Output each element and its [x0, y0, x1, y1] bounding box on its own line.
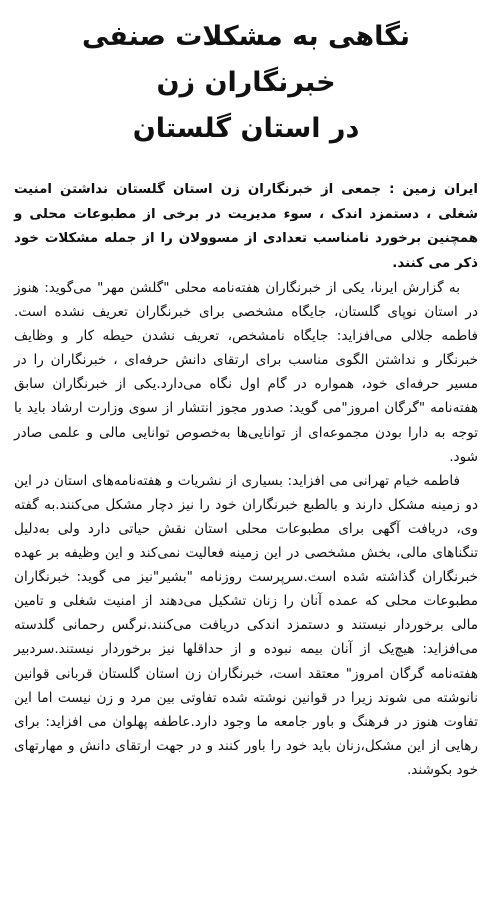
headline-line-2: در استان گلستان [132, 113, 360, 144]
article-lead: ایران زمین : جمعی از خبرنگاران زن استان گلستان نداشتن امنیت شغلی ، دستمزد اندک ، سوء مدیریت در برخی از مطبوعات محلی و همچنین برخورد نامناسب تعدادی از مسوولان را از جمله مشکلات خود ذکر می کنند. [14, 182, 478, 271]
article-headline [14, 14, 478, 152]
article-paragraph-2: فاطمه خیام تهرانی می افزاید: بسیاری از نشریات و هفته‌نامه‌های استان در این دو زمینه مشکل دارند و بالطبع خبرنگاران خود را نیز دچار مشکل می‌کنند.به گفته وی، دریافت آگهی برای مطبوعات محلی استان نقش حیاتی دارد ولی به‌دلیل تنگناهای مالی، بخش مشخصی در این زمینه فعالیت نمی‌کند و این وظیفه بر عهده خبرنگاران گذاشته شده است.سرپرست روزنامه "بشیر"نیز می گوید: خبرنگاران مطبوعات محلی که عمده آنان را زنان تشکیل می‌دهند از امنیت شغلی و تامین مالی برخوردار نیستند و دستمزد اندکی دریافت می‌کنند.نرگس رحمانی گلدسته می‌افزاید: هیچ‌یک از آنان بیمه نبوده و از حداقلها نیز برخوردار نیستند.سردبیر هفته‌نامه گرگان امروز" معتقد است، خبرنگاران زن استان گلستان قربانی قوانین نانوشته می شوند زیرا در قوانین نوشته شده تفاوتی بین مرد و زن نیست اما این تفاوت هنوز در فرهنگ و باور جامعه ما وجود دارد.عاطفه پهلوان می افزاید: برای رهایی از این مشکل،زنان باید خود را باور کنند و در جهت ارتقای دانش و مهارتهای خود بکوشند. [14, 472, 478, 778]
headline-line-1: نگاهی به مشکلات صنفی خبرنگاران زن [81, 21, 411, 98]
article-paragraph-1: به گزارش ایرنا، یکی از خبرنگاران هفته‌نامه محلی "گلشن مهر" می‌گوید: هنوز در استان نوپای گلستان، جایگاه مشخصی برای خبرنگاران تعریف نشده است. فاطمه جلالی می‌افزاید: جایگاه نامشخص، تعریف نشدن حیطه کار و وظایف خبرنگار و نداشتن الگوی مناسب برای ارتقای دانش حرفه‌ای ، خبرنگاران را در مسیر حرفه‌ای خود، همواره در گام اول نگاه می‌دارد.یکی از خبرنگاران سابق هفته‌نامه "گرگان امروز"می گوید: صدور مجوز انتشار از سوی وزارت ارشاد باید با توجه به دارا بودن مجموعه‌ای از توانایی‌ها به‌خصوص توانایی مالی و علمی صادر شود. [14, 280, 478, 465]
